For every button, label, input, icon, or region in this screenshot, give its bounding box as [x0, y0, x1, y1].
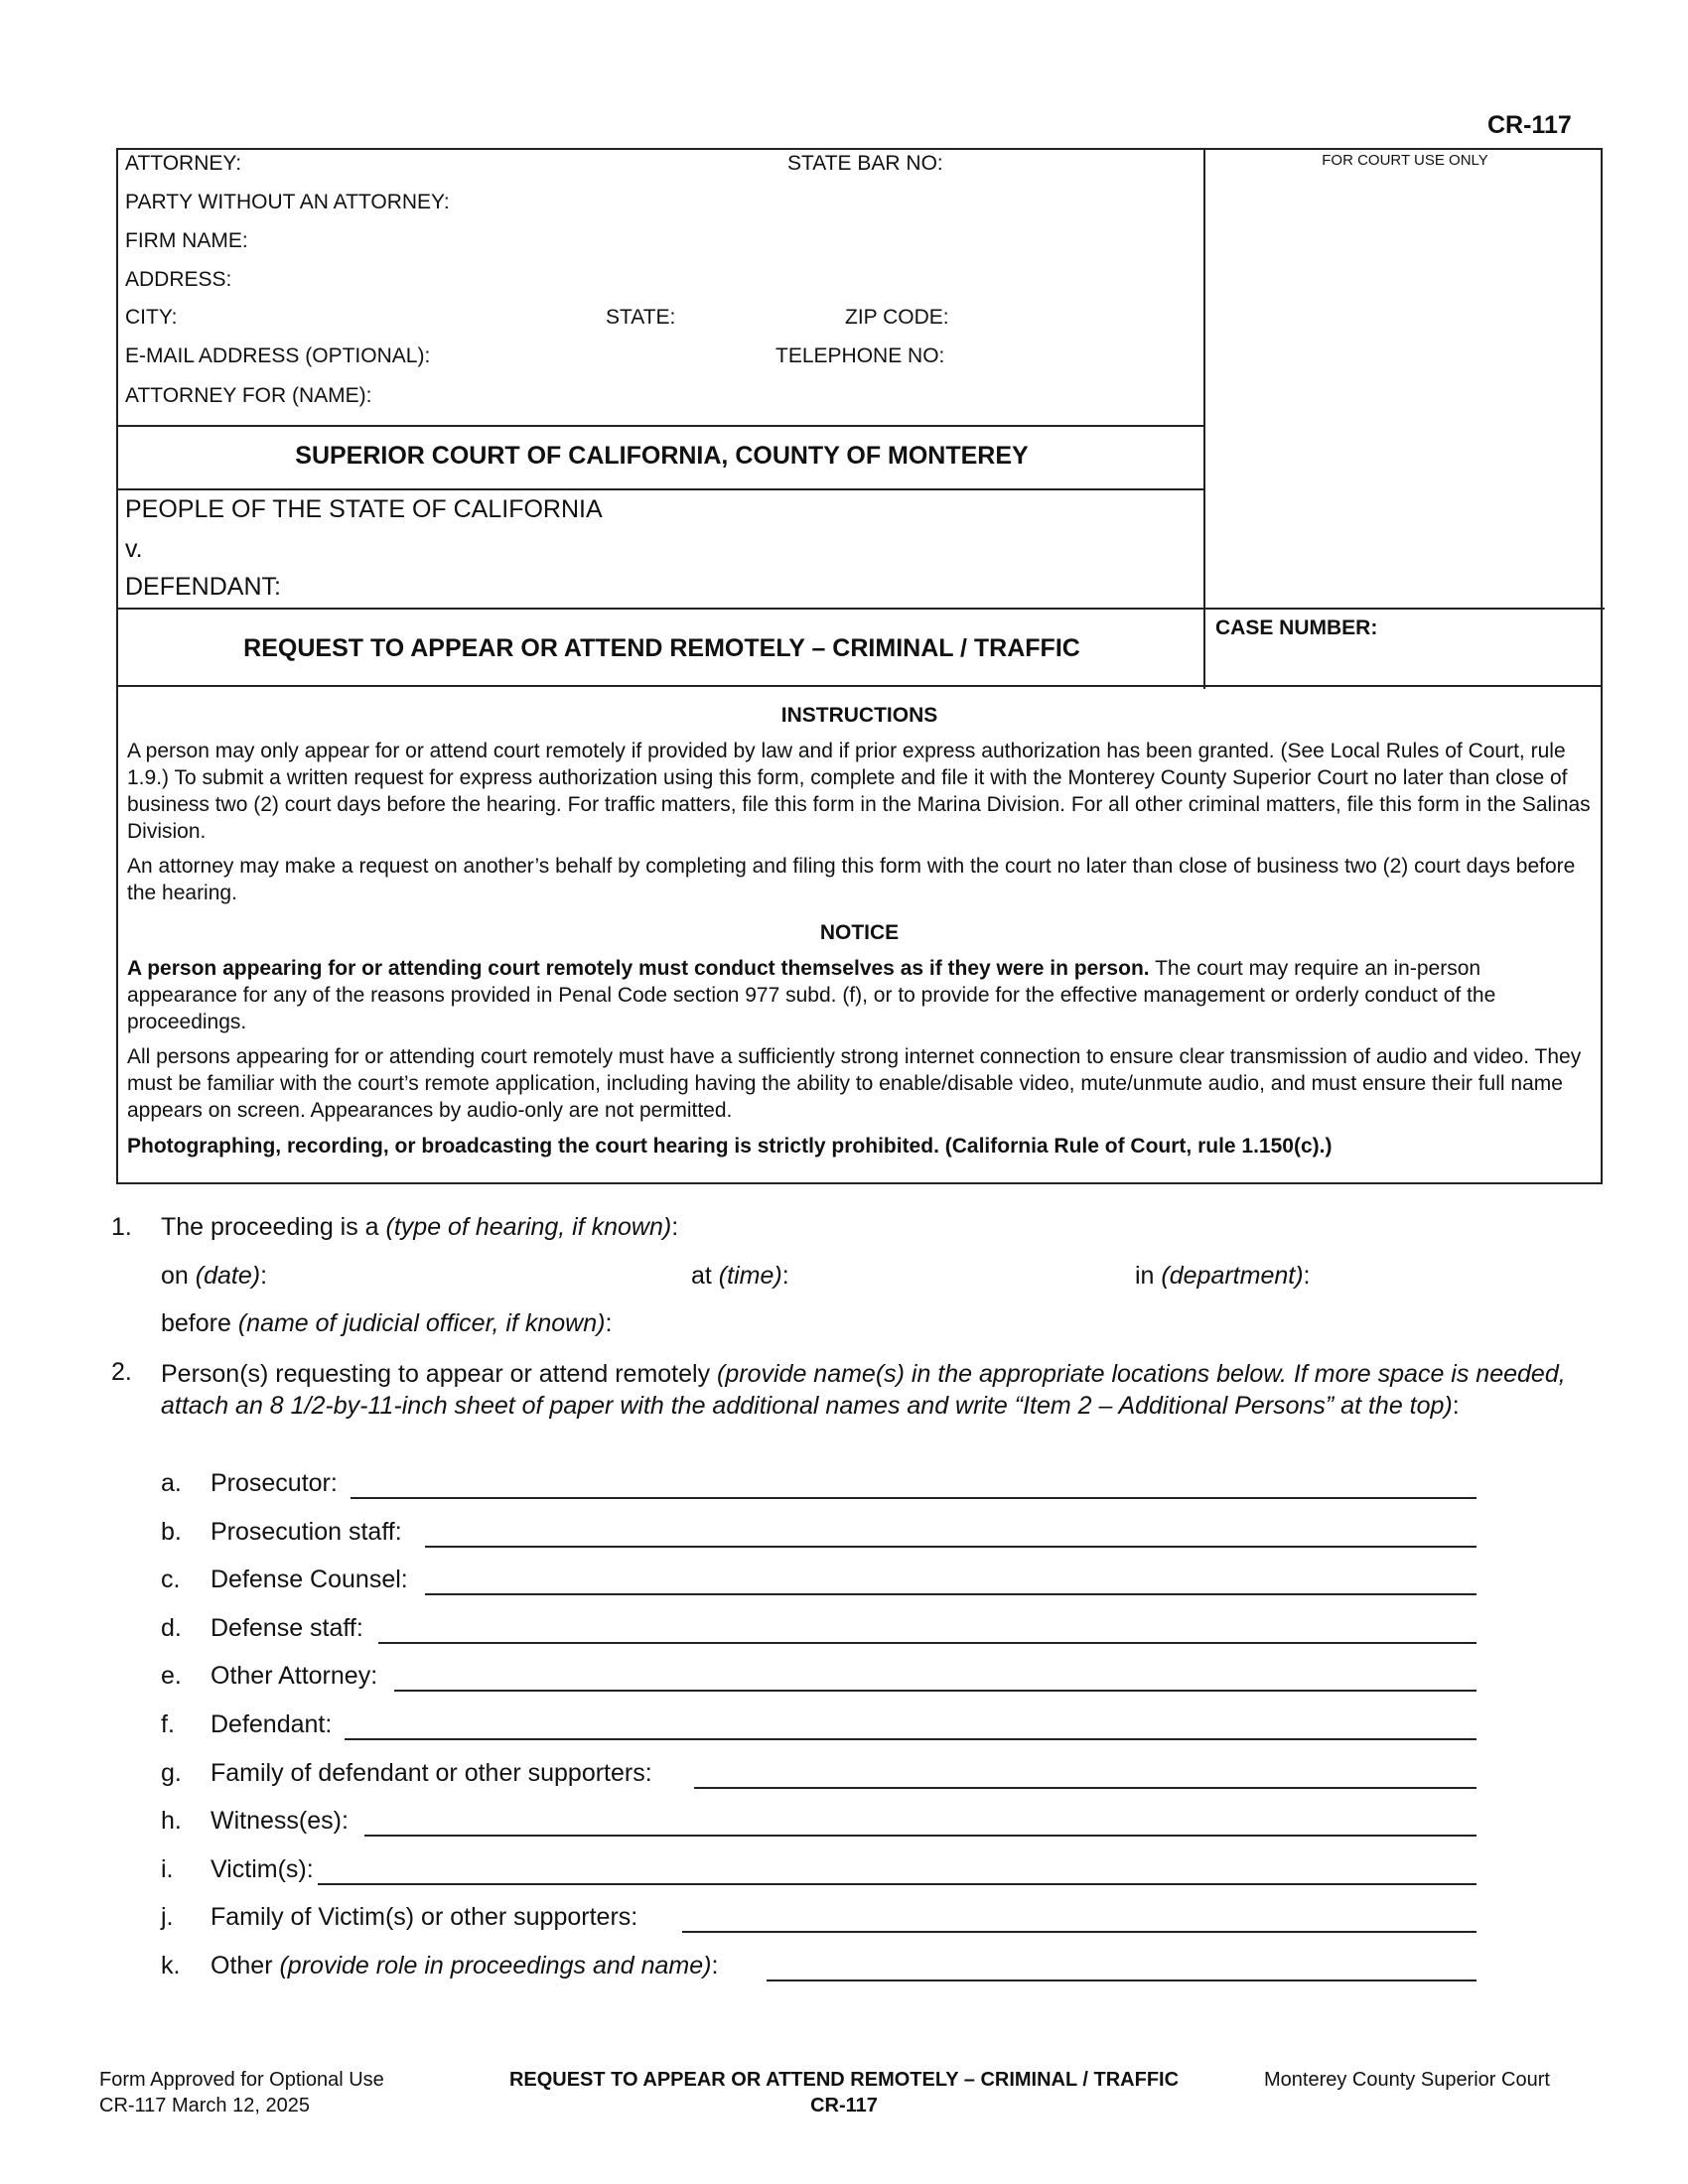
name-entry-line[interactable]: [364, 1835, 1477, 1837]
name-entry-line[interactable]: [378, 1642, 1477, 1644]
footer-left: [99, 2067, 384, 2118]
notice-paragraph-3: Photographing, recording, or broadcasting the court hearing is strictly prohibited. (California Rule of Court, rule 1.150(c).): [127, 1135, 1333, 1158]
row-label: [211, 1469, 338, 1498]
name-entry-line[interactable]: [767, 1979, 1477, 1981]
row-letter: f.: [161, 1710, 175, 1738]
people-label: PEOPLE OF THE STATE OF CALIFORNIA: [125, 495, 603, 523]
footer-center: [457, 2067, 1231, 2118]
row-label: [211, 1952, 718, 1980]
name-entry-line[interactable]: [318, 1883, 1477, 1885]
case-number-label[interactable]: CASE NUMBER:: [1215, 616, 1378, 639]
on-colon: :: [260, 1262, 268, 1290]
row-letter: b.: [161, 1518, 182, 1546]
state-bar-label[interactable]: STATE BAR NO:: [787, 152, 943, 175]
row-letter: e.: [161, 1662, 182, 1690]
row-letter: j.: [161, 1903, 174, 1931]
instructions-paragraph-2: An attorney may make a request on another’s behalf by completing and filing this form with the court no later than close of business two (2) court days before the hearing.: [127, 855, 1576, 904]
item-1-proceeding-type[interactable]: [161, 1213, 678, 1242]
in-hint: (department): [1161, 1262, 1304, 1290]
email-label[interactable]: E-MAIL ADDRESS (OPTIONAL):: [125, 344, 431, 367]
row-label-text: Family of defendant or other supporters:: [211, 1759, 652, 1787]
versus-label: v.: [125, 535, 143, 563]
item-2-number: 2.: [111, 1358, 132, 1386]
address-label[interactable]: ADDRESS:: [125, 268, 232, 291]
footer-court: Monterey County Superior Court: [1264, 2069, 1550, 2091]
notice-paragraph-1: [127, 955, 1592, 1035]
on-hint: (date): [195, 1262, 261, 1290]
instructions-box: [116, 687, 1603, 1184]
row-label-text: Prosecution staff:: [211, 1518, 402, 1546]
footer-form-code: CR-117: [810, 2095, 878, 2116]
item-2-colon: :: [1452, 1392, 1460, 1420]
row-label-text: Family of Victim(s) or other supporters:: [211, 1903, 638, 1931]
notice-emphasis: A person appearing for or attending court remotely must conduct themselves as if they were in person.: [127, 957, 1150, 980]
notice-paragraph-2: All persons appearing for or attending court remotely must have a sufficiently strong internet connection to ensure clear transmission of audio and video. They must be familiar with the court’s remote application, including having the ability to enable/disable video, mute/unmute audio, and must ensure their full name appears on screen. Appearances by audio-only are not permitted.: [127, 1045, 1582, 1122]
name-entry-line[interactable]: [394, 1690, 1477, 1692]
item-2-text: [161, 1358, 1591, 1422]
name-entry-line[interactable]: [351, 1497, 1477, 1499]
row-letter: g.: [161, 1759, 182, 1787]
row-label-text: Victim(s):: [211, 1855, 314, 1883]
footer-title: REQUEST TO APPEAR OR ATTEND REMOTELY – CRIMINAL / TRAFFIC: [508, 2069, 1180, 2091]
instructions-paragraph-1: A person may only appear for or attend court remotely if provided by law and if prior express authorization has been granted. (See Local Rules of Court, rule 1.9.) To submit a written request for express authorization using this form, complete and file it with the Monterey County Superior Court no later than close of business two (2) court days before the hearing. For traffic matters, file this form in the Marina Division. For all other criminal matters, file this form in the Salinas Division.: [127, 740, 1591, 843]
before-text: before: [161, 1309, 238, 1337]
before-colon: :: [605, 1309, 613, 1337]
row-label-text: Defendant:: [211, 1710, 333, 1738]
in-colon: :: [1303, 1262, 1311, 1290]
item-1-number: 1.: [111, 1213, 132, 1241]
name-entry-line[interactable]: [694, 1787, 1477, 1789]
attorney-label[interactable]: ATTORNEY:: [125, 152, 242, 175]
in-text: in: [1135, 1262, 1162, 1290]
row-label: [211, 1662, 377, 1691]
hearing-time-field[interactable]: [691, 1262, 789, 1291]
row-letter: k.: [161, 1952, 181, 1979]
footer-revision: CR-117 March 12, 2025: [99, 2095, 310, 2116]
name-entry-line[interactable]: [425, 1546, 1477, 1548]
item-2-lead: Person(s) requesting to appear or attend remotely: [161, 1360, 718, 1388]
name-entry-line[interactable]: [345, 1738, 1477, 1740]
court-name: SUPERIOR COURT OF CALIFORNIA, COUNTY OF MONTEREY: [295, 442, 1029, 470]
at-text: at: [691, 1262, 719, 1290]
row-label: [211, 1807, 349, 1836]
row-label-colon: :: [711, 1952, 719, 1979]
item-1-colon: :: [671, 1213, 679, 1241]
caption-box: [116, 148, 1603, 687]
before-hint: (name of judicial officer, if known): [237, 1309, 606, 1337]
row-label-text: Other: [211, 1952, 280, 1979]
row-letter: d.: [161, 1614, 182, 1642]
department-field[interactable]: [1135, 1262, 1310, 1291]
row-label-text: Defense staff:: [211, 1614, 363, 1642]
name-entry-line[interactable]: [425, 1593, 1477, 1595]
row-letter: c.: [161, 1566, 181, 1593]
row-letter: i.: [161, 1855, 174, 1883]
item-1-hint: (type of hearing, if known): [385, 1213, 672, 1241]
row-letter: a.: [161, 1469, 182, 1497]
judicial-officer-field[interactable]: [161, 1309, 612, 1338]
row-label: [211, 1903, 637, 1932]
firm-name-label[interactable]: FIRM NAME:: [125, 229, 248, 252]
hearing-date-field[interactable]: [161, 1262, 267, 1291]
row-label: [211, 1614, 363, 1643]
instructions-heading: INSTRUCTIONS: [780, 704, 938, 727]
row-label-text: Prosecutor:: [211, 1469, 338, 1497]
zip-code-label[interactable]: ZIP CODE:: [845, 306, 949, 329]
row-label: [211, 1855, 314, 1884]
row-label: [211, 1710, 332, 1739]
for-court-use-label: FOR COURT USE ONLY: [1322, 152, 1488, 169]
at-colon: :: [781, 1262, 789, 1290]
party-without-attorney-label[interactable]: PARTY WITHOUT AN ATTORNEY:: [125, 191, 450, 213]
form-title: REQUEST TO APPEAR OR ATTEND REMOTELY – CRIMINAL / TRAFFIC: [243, 634, 1080, 662]
city-label[interactable]: CITY:: [125, 306, 178, 329]
row-label-text: Defense Counsel:: [211, 1566, 408, 1593]
court-name-bottom-rule: [118, 488, 1205, 490]
item-2-hint: (provide name(s) in the appropriate locations below. If more space is needed, attach an 8 1/2-by-11-inch sheet of paper with the additional names and write “Item 2 – Additional Persons” at the top): [161, 1360, 1566, 1420]
state-label[interactable]: STATE:: [606, 306, 676, 329]
attorney-for-label[interactable]: ATTORNEY FOR (NAME):: [125, 384, 372, 407]
row-label-text: Other Attorney:: [211, 1662, 378, 1690]
at-hint: (time): [718, 1262, 782, 1290]
footer-approval: Form Approved for Optional Use: [99, 2069, 384, 2091]
item-1-text: The proceeding is a: [161, 1213, 386, 1241]
form-code: CR-117: [1487, 111, 1572, 139]
notice-heading: NOTICE: [819, 921, 900, 944]
title-rule: [118, 608, 1605, 610]
row-label: [211, 1759, 652, 1788]
on-text: on: [161, 1262, 196, 1290]
notice-paragraph-1-text: The court may require an in-person appearance for any of the reasons provided in Penal Code section 977 subd. (f), or to provide for the effective management or orderly conduct of the proceedings.: [127, 957, 1496, 1033]
court-name-top-rule: [118, 425, 1205, 427]
row-label-text: Witness(es):: [211, 1807, 349, 1835]
telephone-label[interactable]: TELEPHONE NO:: [775, 344, 945, 367]
row-label: [211, 1566, 408, 1594]
name-entry-line[interactable]: [682, 1931, 1477, 1933]
row-letter: h.: [161, 1807, 182, 1835]
defendant-label[interactable]: DEFENDANT:: [125, 573, 281, 601]
row-label-hint: (provide role in proceedings and name): [279, 1952, 712, 1979]
row-label: [211, 1518, 402, 1547]
